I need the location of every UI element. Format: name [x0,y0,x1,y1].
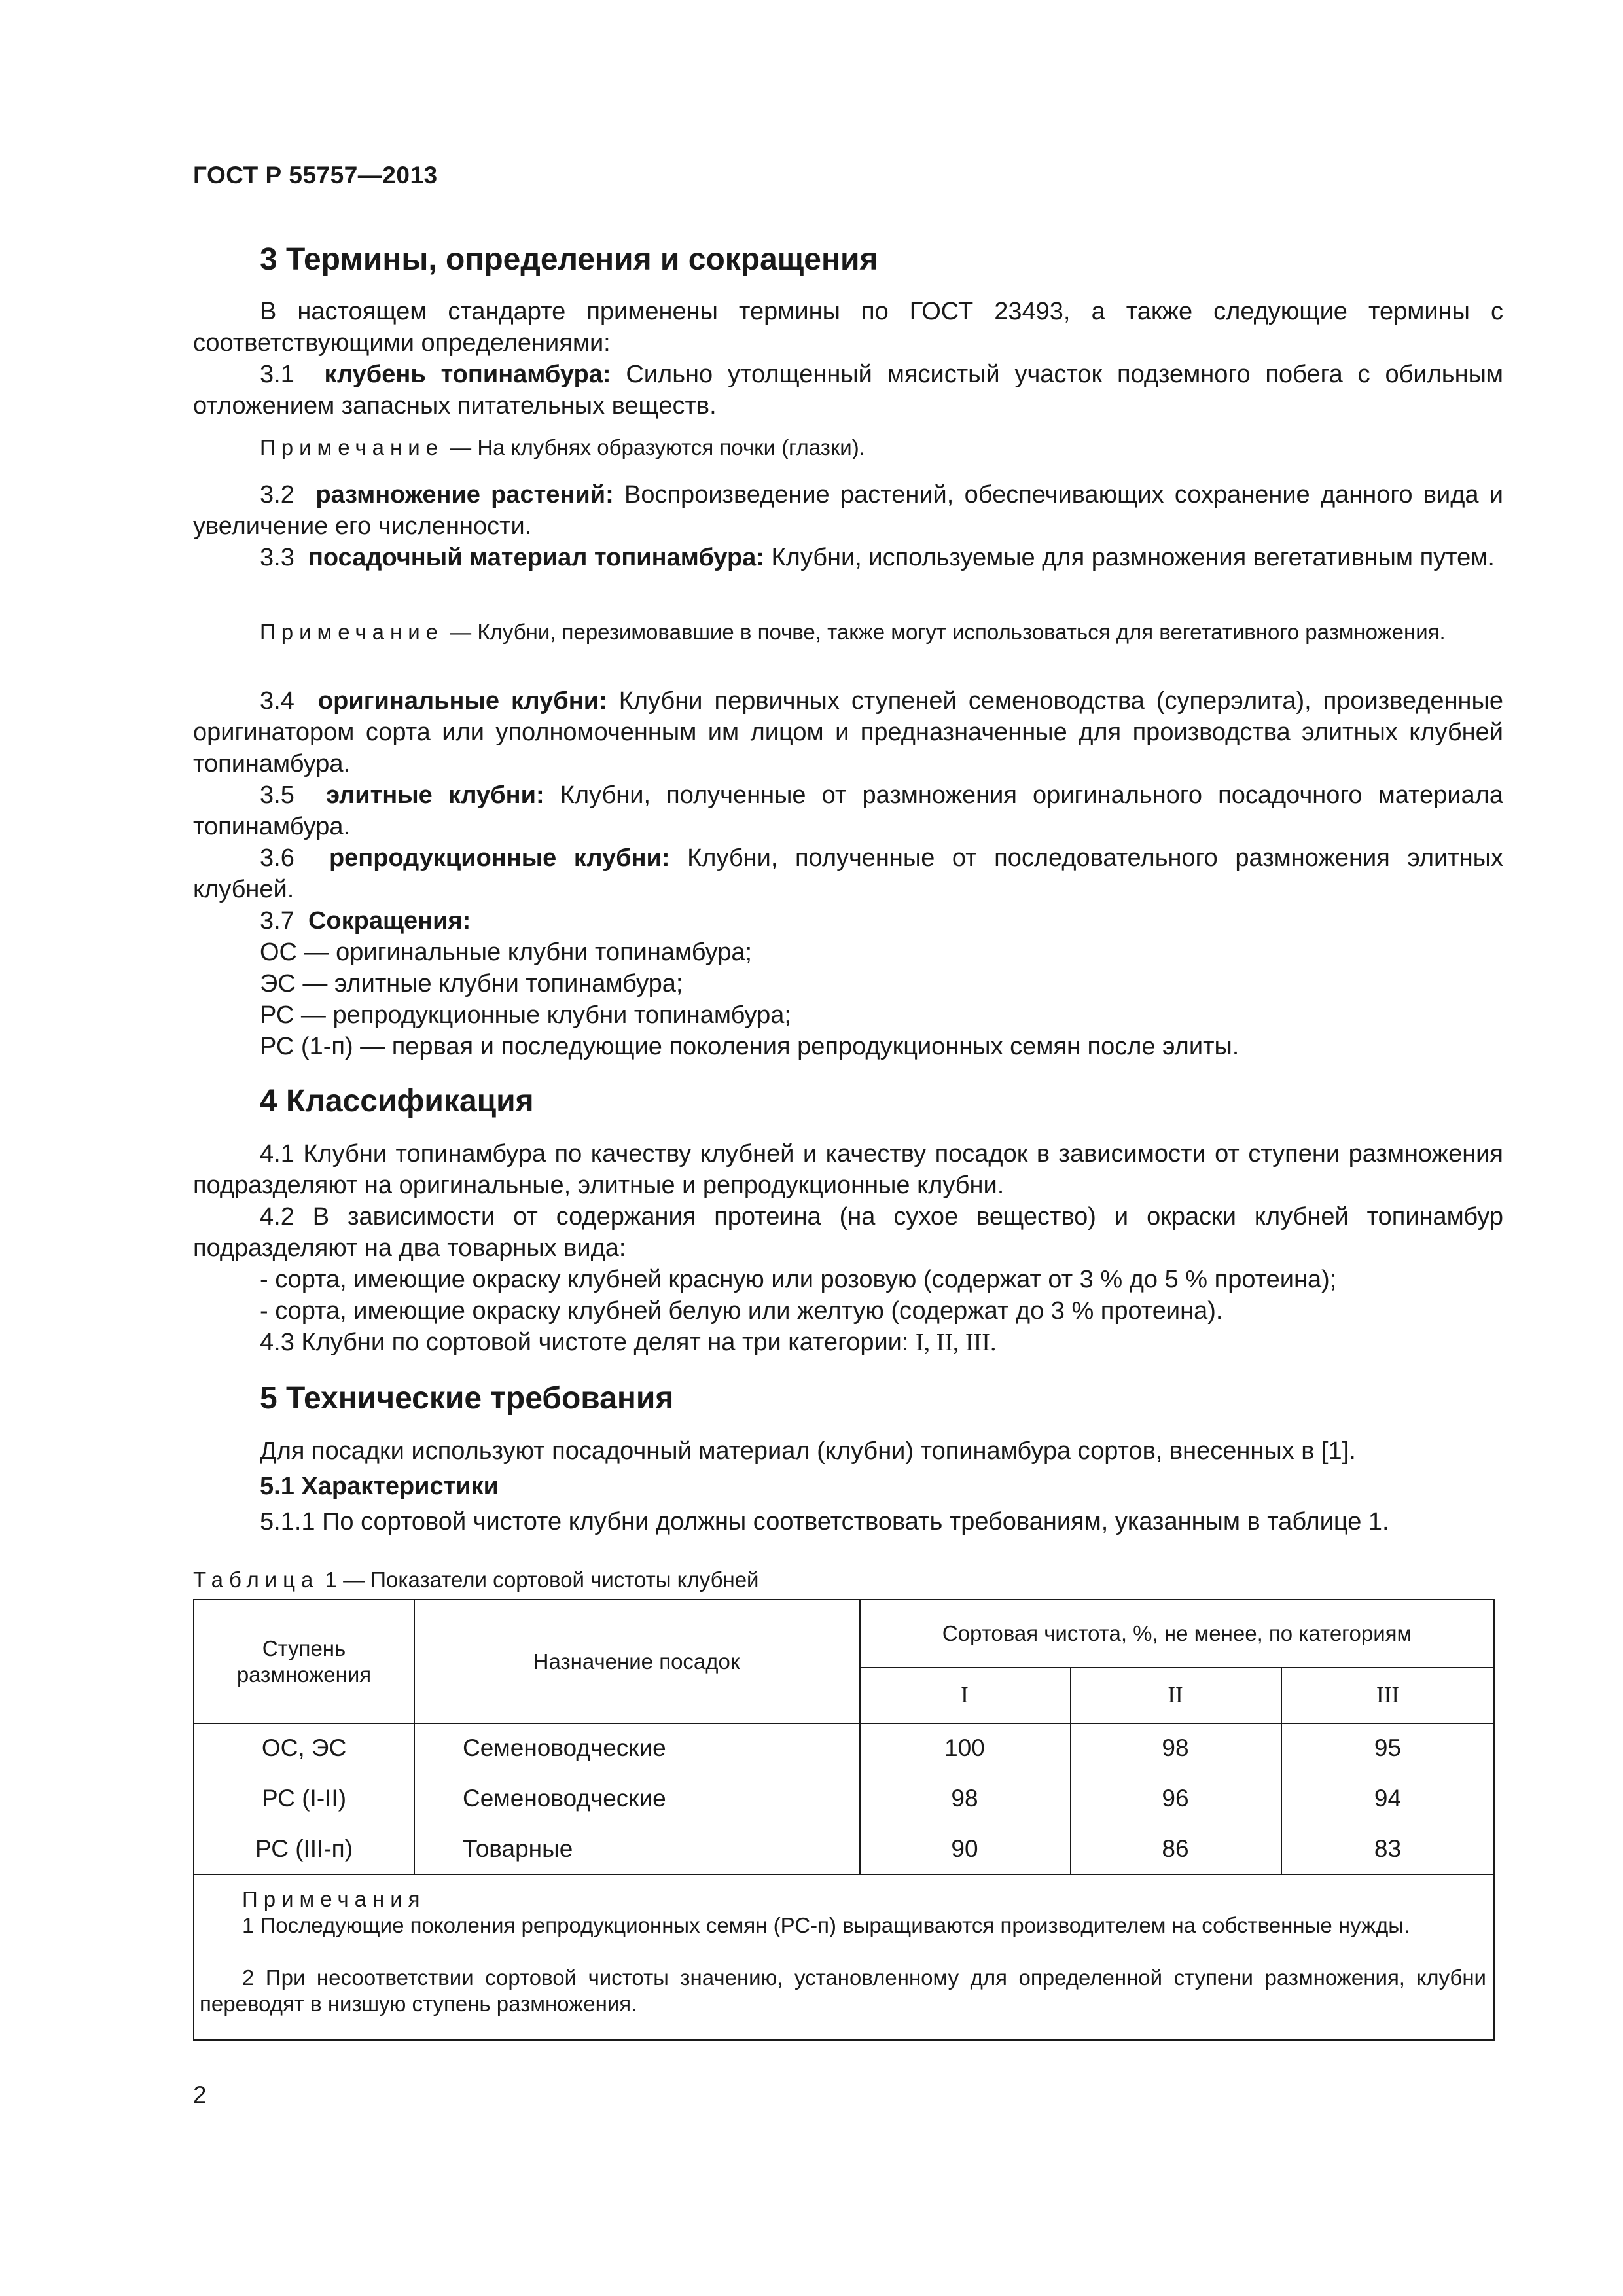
paragraph-4-2: 4.2 В зависимости от содержания протеина (на сухое вещество) и окраски клубней топинамбур подразделяют на два товарных вида: [193,1203,1503,1262]
table-row-stage: ОС, ЭС [261,1734,347,1761]
term-3-2: 3.2 размножение растений: Воспроизведение растений, обеспечивающих сохранение данного вида и увеличение его численности. [193,481,1504,540]
section-4-title: 4 Классификация [260,1084,534,1119]
table-row-value: 96 [1162,1784,1189,1812]
table-row-value: 90 [951,1835,978,1862]
header-category-2: II [1168,1681,1183,1708]
bullet-white-yellow: - сорта, имеющие окраску клубней белую или желтую (содержат до 3 % протеина). [260,1297,1223,1325]
paragraph-5: Для посадки используют посадочный материал (клубни) топинамбура сортов, внесенных в [1]. [260,1437,1356,1465]
section-3-intro: В настоящем стандарте применены термины по ГОСТ 23493, а также следующие термины с соответствующими определениями: [193,298,1503,357]
document-id: ГОСТ Р 55757—2013 [193,162,438,188]
table-divider [414,1723,415,1874]
paragraph-4-1: 4.1 Клубни топинамбура по качеству клубней и качеству посадок в зависимости от ступени размножения подразделяют на оригинальные, элитные и репродукционные клубни. [193,1140,1503,1199]
note-3-1: Примечание — На клубнях образуются почки (глазки). [260,435,865,459]
header-purpose: Назначение посадок [533,1649,740,1674]
abbreviation-os: ОС — оригинальные клубни топинамбура; [260,939,753,966]
header-stage: Ступень размножения [236,1636,372,1687]
table-row-purpose: Семеноводческие [463,1734,666,1761]
table-divider [194,1874,1495,1875]
term-3-3: 3.3 посадочный материал топинамбура: Клубни, используемые для размножения вегетативным путем. [260,544,1495,571]
table-note-1: 1 Последующие поколения репродукционных семян (РС-п) выращиваются производителем на собственные нужды. [242,1913,1410,1937]
abbreviation-rs-1n: РС (1-п) — первая и последующие поколения репродукционных семян после элиты. [260,1033,1240,1060]
page-number: 2 [193,2081,207,2108]
table-row-value: 95 [1374,1734,1402,1761]
term-3-7: 3.7 Сокращения: [260,907,471,935]
table-row-value: 94 [1374,1784,1402,1812]
table-row-stage: РС (III-п) [255,1835,353,1862]
term-3-1: 3.1 клубень топинамбура: Сильно утолщенный мясистый участок подземного побега с обильным отложением запасных питательных веществ. [193,361,1504,420]
table-note-2: 2 При несоответствии сортовой чистоты значению, установленному для определенной ступени размножения, клубни переводят в низшую ступень размножения. [200,1965,1486,2016]
abbreviation-es: ЭС — элитные клубни топинамбура; [260,970,683,997]
section-5-title: 5 Технические требования [260,1381,674,1416]
term-3-6: 3.6 репродукционные клубни: Клубни, полученные от последовательного размножения элитных клубней. [193,844,1503,903]
table-1 [193,1599,1495,2041]
table-row-value: 98 [951,1784,978,1812]
table-row-value: 83 [1374,1835,1402,1862]
table-row-purpose: Семеноводческие [463,1784,666,1812]
term-3-4: 3.4 оригинальные клубни: Клубни первичных ступеней семеноводства (суперэлита), произведенные оригинатором сорта или уполномоченным им лицом и предназначенные для производства элитных клубней топинамбура. [193,687,1503,778]
subsection-5-1-title: 5.1 Характеристики [260,1473,499,1500]
table-notes-label: Примечания [242,1887,426,1911]
table-row-value: 86 [1162,1835,1189,1862]
table-row-purpose: Товарные [463,1835,573,1862]
paragraph-5-1-1: 5.1.1 По сортовой чистоте клубни должны соответствовать требованиям, указанным в таблице 1. [260,1508,1389,1535]
section-3-title: 3 Термины, определения и сокращения [260,242,878,277]
table-row-value: 100 [944,1734,985,1761]
note-3-3: Примечание — Клубни, перезимовавшие в почве, также могут использоваться для вегетативного размножения. [260,620,1446,644]
header-purity: Сортовая чистота, %, не менее, по категориям [942,1621,1412,1645]
abbreviation-rs: РС — репродукционные клубни топинамбура; [260,1001,791,1029]
header-category-3: III [1376,1681,1399,1708]
term-3-5: 3.5 элитные клубни: Клубни, полученные от размножения оригинального посадочного материала топинамбура. [193,781,1503,840]
paragraph-4-3: 4.3 Клубни по сортовой чистоте делят на три категории: I, II, III. [260,1329,997,1356]
bullet-red-pink: - сорта, имеющие окраску клубней красную или розовую (содержат от 3 % до 5 % протеина); [260,1266,1337,1293]
table-1-caption: Таблица 1 — Показатели сортовой чистоты клубней [193,1568,759,1592]
header-category-1: I [961,1681,969,1708]
table-row-stage: РС (I-II) [261,1784,347,1812]
table-row-value: 98 [1162,1734,1189,1761]
